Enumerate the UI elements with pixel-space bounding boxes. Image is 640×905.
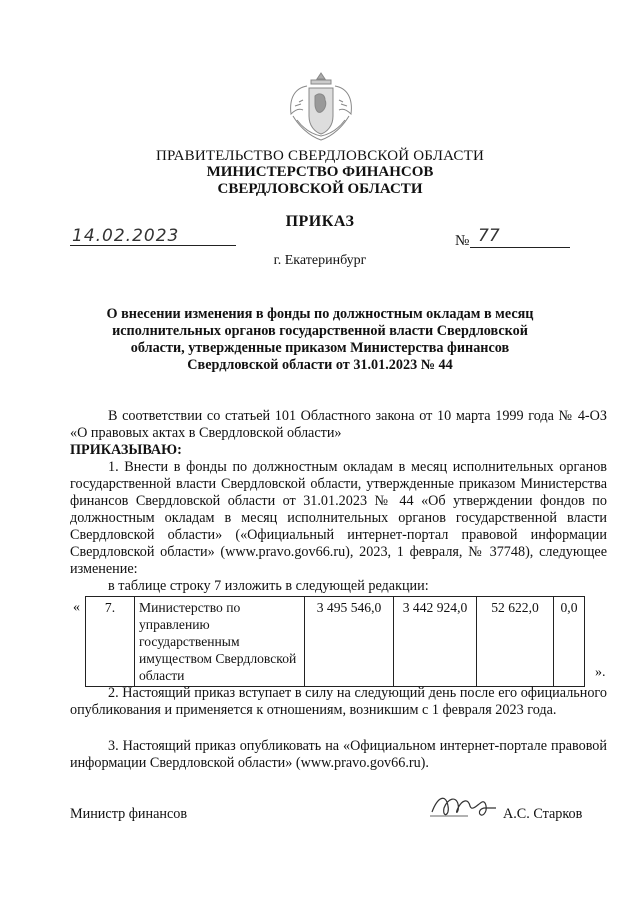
order-subject: О внесении изменения в фонды по должностным окладам в месяц исполнительных органов государственной власти Свердловской области, утвержденные приказом Министерства финансов Свердловской области от 31.01.2023 № 44 <box>106 306 534 373</box>
row-value-2: 3 442 924,0 <box>394 597 477 687</box>
item-1: 1. Внести в фонды по должностным окладам в месяц исполнительных органов государственной власти Свердловской области, утвержденные приказом Министерства финансов Свердловской области от 31.01.2023 № 44 «Об утверждении фондов по должностным окладам в месяц исполнительных органов государственной власти Свердловской области» («Официальный интернет-портал правовой информации Свердловской области» (www.pravo.gov66.ru), 2023, 1 февраля, № 37748), следующее изменение: <box>70 459 607 577</box>
row-number: 7. <box>86 597 135 687</box>
amendment-table <box>85 596 585 687</box>
row-organization: Министерство по управлению государственным имуществом Свердловской области <box>135 597 305 687</box>
row-value-4: 0,0 <box>554 597 585 687</box>
signatory-name: А.С. Старков <box>503 806 583 822</box>
row-value-1: 3 495 546,0 <box>305 597 394 687</box>
coat-of-arms-emblem <box>285 70 357 146</box>
document-title: ПРИКАЗ <box>285 213 355 230</box>
preamble: В соответствии со статьей 101 Областного закона от 10 марта 1999 года № 4-ОЗ «О правовых актах в Свердловской области» <box>70 408 607 441</box>
directive: ПРИКАЗЫВАЮ: <box>70 442 182 458</box>
handwritten-signature <box>428 790 498 822</box>
item-2: 2. Настоящий приказ вступает в силу на следующий день после его официального опубликования и применяется к отношениям, возникшим с 1 февраля 2023 года. <box>70 685 607 718</box>
government-name: ПРАВИТЕЛЬСТВО СВЕРДЛОВСКОЙ ОБЛАСТИ <box>155 148 485 164</box>
table-row <box>86 597 585 687</box>
date-underline <box>70 245 236 246</box>
item-3: 3. Настоящий приказ опубликовать на «Официальном интернет-портале правовой информации Свердловской области» (www.pravo.gov66.ru). <box>70 738 607 771</box>
close-quote: ». <box>595 665 606 680</box>
ministry-name-line2: СВЕРДЛОВСКОЙ ОБЛАСТИ <box>217 181 423 197</box>
ministry-name <box>0 164 640 198</box>
row-value-3: 52 622,0 <box>477 597 554 687</box>
signatory-position: Министр финансов <box>70 806 188 822</box>
number-label: № <box>455 233 470 249</box>
ministry-name-line1: МИНИСТЕРСТВО ФИНАНСОВ <box>206 164 434 180</box>
number-underline <box>470 247 570 248</box>
item-1-tail: в таблице строку 7 изложить в следующей редакции: <box>108 578 429 594</box>
handwritten-number: 77 <box>478 226 500 246</box>
open-quote: « <box>73 600 80 615</box>
city: г. Екатеринбург <box>273 253 367 268</box>
handwritten-date: 14.02.2023 <box>72 226 180 246</box>
